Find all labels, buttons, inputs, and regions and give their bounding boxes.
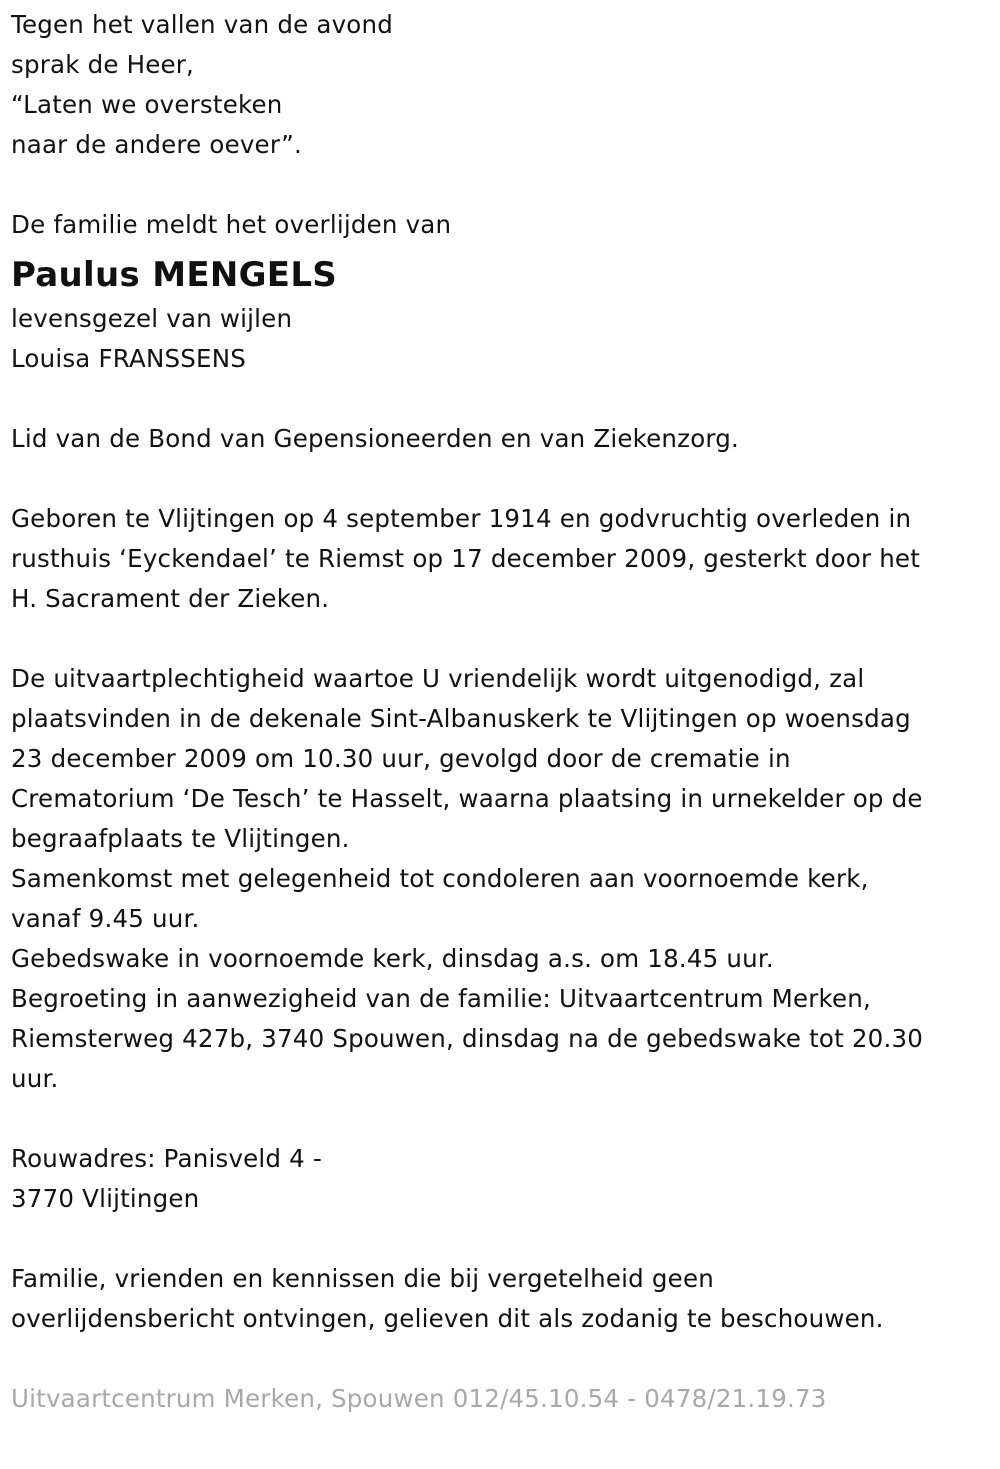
poem-line: “Laten we oversteken [11,90,283,119]
paragraph-line: De uitvaartplechtigheid waartoe U vriendelijk wordt uitgenodigd, zal [11,664,865,693]
paragraph-line: plaatsvinden in de dekenale Sint-Albanuskerk te Vlijtingen op woensdag [11,704,911,733]
paragraph-line: Familie, vrienden en kennissen die bij vergetelheid geen [11,1264,714,1293]
paragraph-line: Riemsterweg 427b, 3740 Spouwen, dinsdag na de gebedswake tot 20.30 [11,1024,924,1053]
paragraph-line: Begroeting in aanwezigheid van de familie: Uitvaartcentrum Merken, [11,984,872,1013]
paragraph-line: Crematorium ‘De Tesch’ te Hasselt, waarna plaatsing in urnekelder op de [11,784,923,813]
poem [11,5,996,165]
address-line: 3770 Vlijtingen [11,1184,200,1213]
mourning-address [11,1139,996,1219]
spacer [11,165,996,205]
paragraph-line: 23 december 2009 om 10.30 uur, gevolgd door de crematie in [11,744,791,773]
deceased-name: Paulus MENGELS [11,255,338,295]
poem-line: Tegen het vallen van de avond [11,10,393,39]
ceremony-paragraph [11,659,996,1099]
poem-line: sprak de Heer, [11,50,195,79]
closing-paragraph [11,1259,996,1339]
relation-line: levensgezel van wijlen [11,304,293,333]
paragraph-line: H. Sacrament der Zieken. [11,584,330,613]
paragraph-line: Geboren te Vlijtingen op 4 september 1914 en godvruchtig overleden in [11,504,912,533]
spacer [11,1219,996,1259]
birth-death-paragraph [11,499,996,619]
paragraph-line: rusthuis ‘Eyckendael’ te Riemst op 17 december 2009, gesterkt door het [11,544,921,573]
spacer [11,619,996,659]
poem-line: naar de andere oever”. [11,130,303,159]
paragraph-line: Gebedswake in voornoemde kerk, dinsdag a.s. om 18.45 uur. [11,944,774,973]
spacer [11,379,996,419]
paragraph-line: Samenkomst met gelegenheid tot condoleren aan voornoemde kerk, [11,864,869,893]
spacer [11,1339,996,1379]
obituary-notice [11,5,996,1419]
relation-line: Louisa FRANSSENS [11,344,246,373]
address-line: Rouwadres: Panisveld 4 - [11,1144,322,1173]
membership: Lid van de Bond van Gepensioneerden en van Ziekenzorg. [11,424,739,453]
paragraph-line: begraafplaats te Vlijtingen. [11,824,350,853]
funeral-home-footer: Uitvaartcentrum Merken, Spouwen 012/45.10.54 - 0478/21.19.73 [11,1384,827,1413]
relation [11,299,996,379]
paragraph-line: overlijdensbericht ontvingen, gelieven dit als zodanig te beschouwen. [11,1304,884,1333]
paragraph-line: vanaf 9.45 uur. [11,904,200,933]
spacer [11,1099,996,1139]
paragraph-line: uur. [11,1064,59,1093]
announcement: De familie meldt het overlijden van [11,210,452,239]
spacer [11,459,996,499]
